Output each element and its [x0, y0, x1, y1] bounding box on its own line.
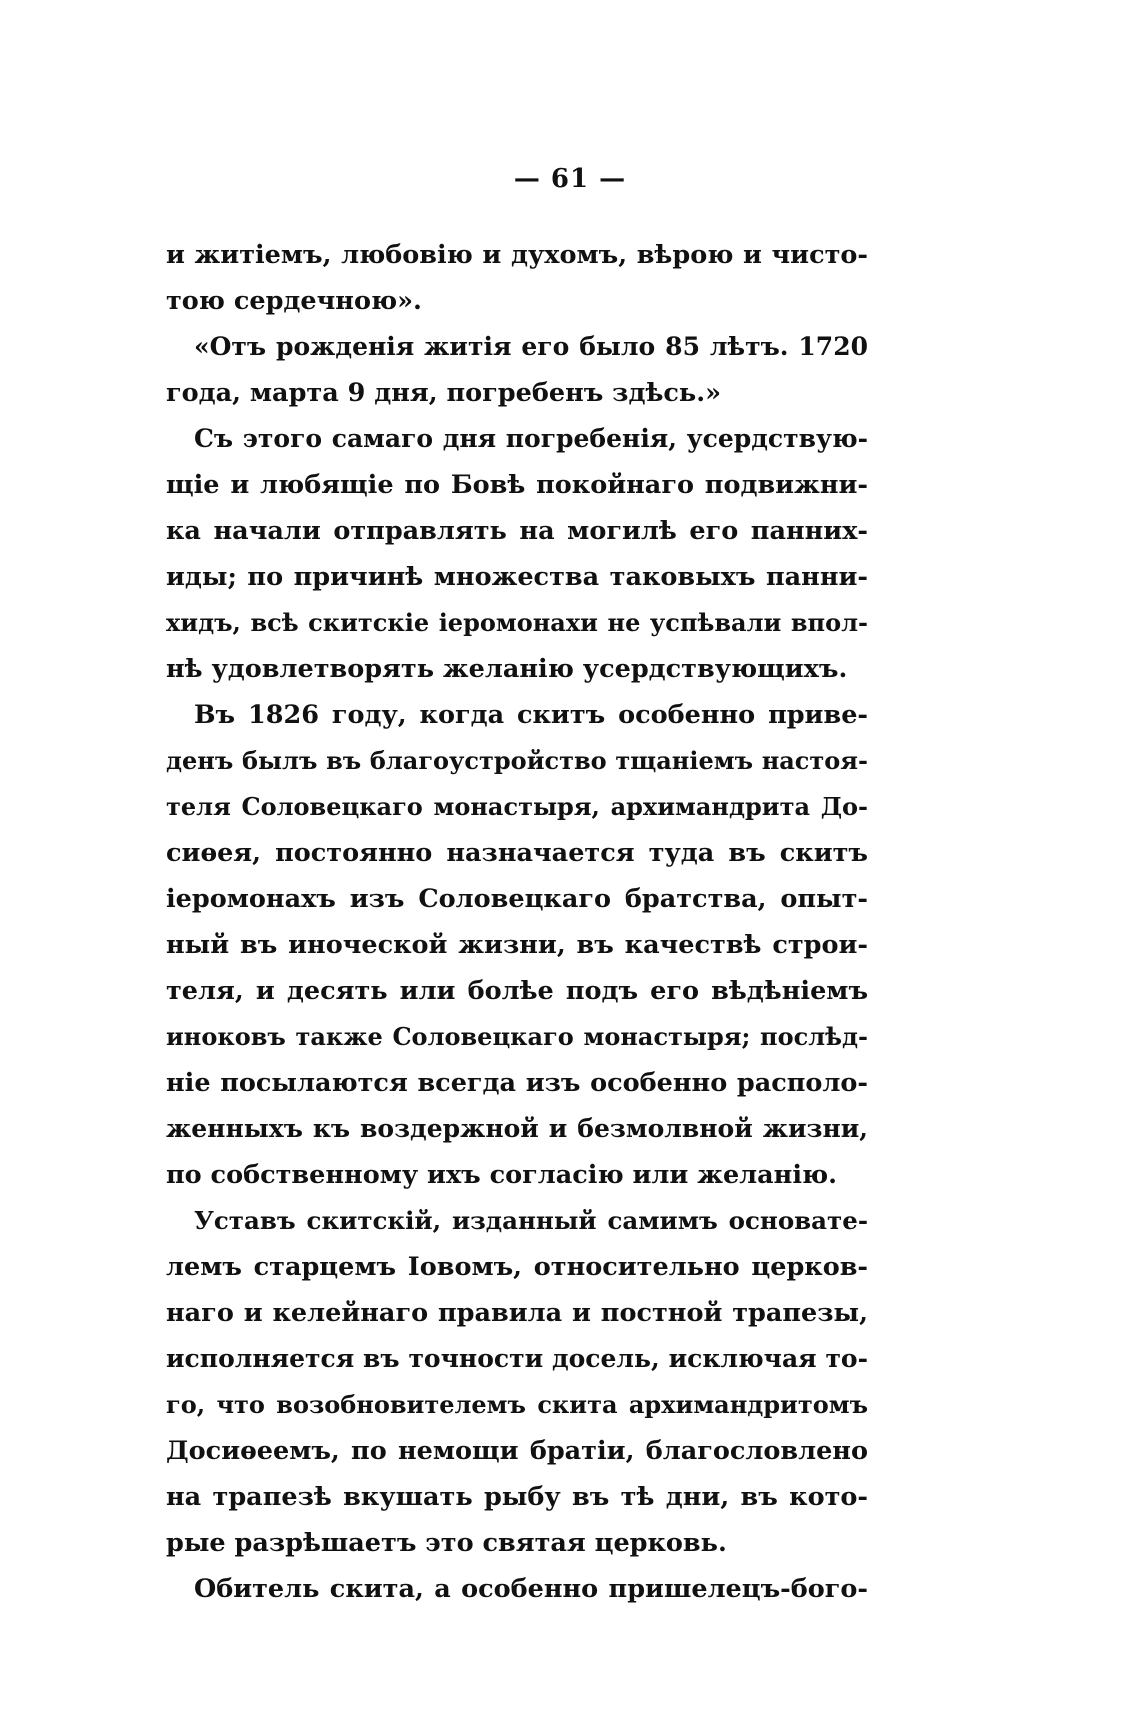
text-line: на трапезѣ вкушать рыбу въ тѣ дни, въ кото- [166, 1482, 868, 1512]
text-line: тою сердечною». [166, 286, 422, 316]
text-line: исполняется въ точности досель, исключая то- [166, 1344, 868, 1373]
text-line: Съ этого самаго дня погребенія, усердствую- [194, 424, 868, 453]
text-line: и житіемъ, любовію и духомъ, вѣрою и чисто- [166, 240, 868, 270]
text-line: Обитель скита, а особенно пришелецъ-бого- [194, 1574, 868, 1604]
text-line: ніе посылаются всегда изъ особенно располо- [166, 1068, 868, 1098]
page-number: — 61 — [513, 164, 627, 194]
text-line: хидъ, всѣ скитскіе іеромонахи не успѣвали впол- [166, 608, 868, 637]
text-line: го, что возобновителемъ скита архимандритомъ [166, 1390, 868, 1419]
text-line: рые разрѣшаетъ это святая церковь. [166, 1528, 727, 1558]
text-line: Въ 1826 году, когда скитъ особенно приве- [194, 700, 868, 730]
text-line: сиѳея, постоянно назначается туда въ скитъ [166, 838, 868, 868]
text-line: иноковъ также Соловецкаго монастыря; послѣд- [166, 1022, 868, 1051]
text-line: теля Соловецкаго монастыря, архимандрита До- [166, 792, 868, 821]
text-line: Досиѳеемъ, по немощи братіи, благословлено [166, 1436, 868, 1466]
text-line: года, марта 9 дня, погребенъ здѣсь.» [166, 378, 722, 408]
text-line: нѣ удовлетворять желанію усердствующихъ. [166, 654, 848, 684]
text-line: наго и келейнаго правила и постной трапезы, [166, 1298, 868, 1328]
text-line: іеромонахъ изъ Соловецкаго братства, опыт- [166, 884, 868, 914]
text-line: иды; по причинѣ множества таковыхъ панни- [166, 562, 868, 592]
body-text [166, 232, 868, 1612]
text-line: ный въ иноческой жизни, въ качествѣ строи- [166, 930, 868, 960]
text-line: по собственному ихъ согласію или желанію. [166, 1160, 838, 1190]
text-line: лемъ старцемъ Іовомъ, относительно церков- [166, 1252, 868, 1282]
text-line: теля, и десять или болѣе подъ его вѣдѣніемъ [166, 976, 868, 1006]
text-line: ка начали отправлять на могилѣ его панних- [166, 516, 868, 546]
text-line: женныхъ къ воздержной и безмолвной жизни, [166, 1114, 868, 1143]
text-line: «Отъ рожденія житія его было 85 лѣтъ. 1720 [194, 332, 868, 361]
text-line: денъ былъ въ благоустройство тщаніемъ настоя- [166, 746, 868, 775]
text-line: щіе и любящіе по Бовѣ покойнаго подвижни- [166, 470, 868, 500]
text-line: Уставъ скитскій, изданный самимъ основате- [194, 1206, 868, 1235]
